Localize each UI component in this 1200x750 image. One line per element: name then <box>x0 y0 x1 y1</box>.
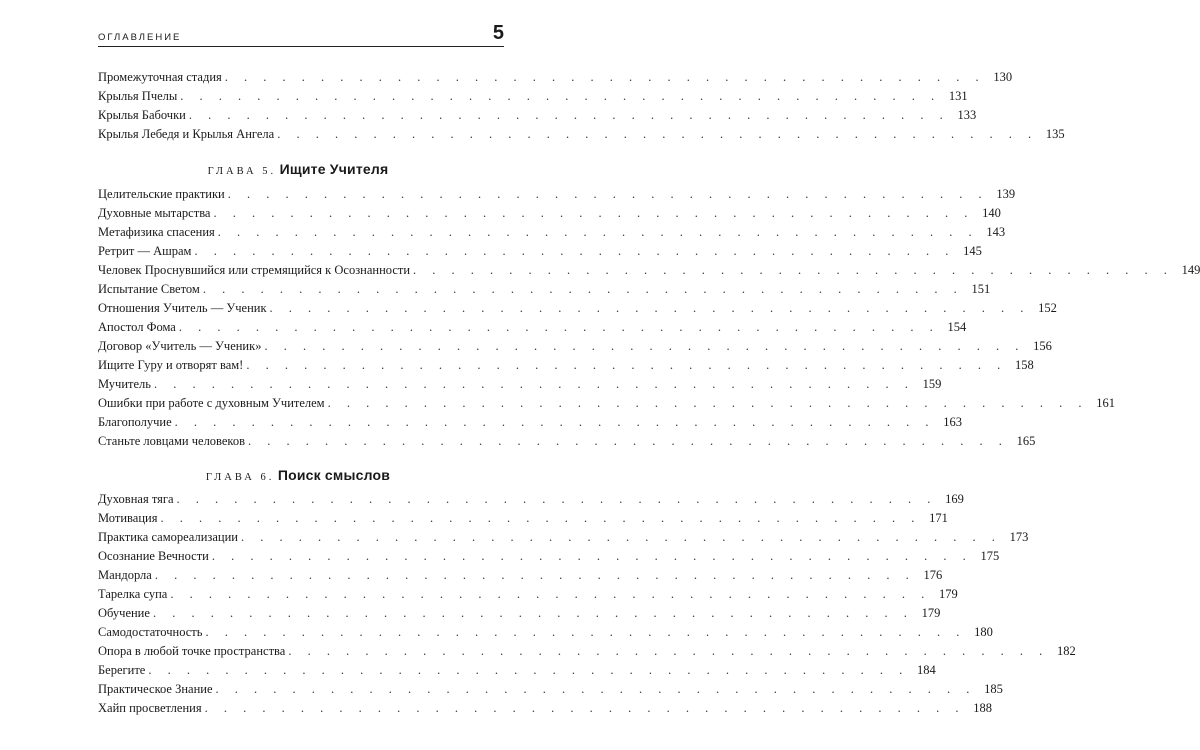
toc-block-chapter-5 <box>98 185 1200 451</box>
chapter-label: ГЛАВА 6. <box>205 472 275 483</box>
toc-entry[interactable]: Крылья Пчелы . . . . . . . . . . . . . . . . . . . . . . . . . . . . . . . . . . . . . . . . 131 <box>98 89 968 103</box>
toc-block-continued <box>98 68 1065 144</box>
toc-entry[interactable]: Ретрит — Ашрам . . . . . . . . . . . . . . . . . . . . . . . . . . . . . . . . . . . . . . . . 145 <box>98 244 982 258</box>
toc-entry[interactable]: Ищите Гуру и отворят вам! . . . . . . . . . . . . . . . . . . . . . . . . . . . . . . . . . . . . . . . . 158 <box>98 358 1034 372</box>
toc-entry[interactable]: Мандорла . . . . . . . . . . . . . . . . . . . . . . . . . . . . . . . . . . . . . . . . 176 <box>98 568 943 582</box>
chapter-title: Поиск смыслов <box>277 467 391 483</box>
toc-entry[interactable]: Практика самореализации . . . . . . . . . . . . . . . . . . . . . . . . . . . . . . . . . . . . . . . . 173 <box>98 530 1029 544</box>
toc-entry[interactable]: Благополучие . . . . . . . . . . . . . . . . . . . . . . . . . . . . . . . . . . . . . . . . 163 <box>98 415 963 429</box>
toc-entry[interactable]: Апостол Фома . . . . . . . . . . . . . . . . . . . . . . . . . . . . . . . . . . . . . . . . 154 <box>98 320 967 334</box>
chapter-label: ГЛАВА 5. <box>207 166 277 177</box>
toc-entry[interactable]: Мотивация . . . . . . . . . . . . . . . . . . . . . . . . . . . . . . . . . . . . . . . . 171 <box>98 511 948 525</box>
toc-entry[interactable]: Целительские практики . . . . . . . . . . . . . . . . . . . . . . . . . . . . . . . . . . . . . . . . 139 <box>98 187 1016 201</box>
toc-entry[interactable]: Человек Проснувшийся или стремящийся к Осознанности . . . . . . . . . . . . . . . . . . . . . . . . . . . . . . . . . . . . . . . . 149 <box>98 263 1200 277</box>
toc-entry[interactable]: Метафизика спасения . . . . . . . . . . . . . . . . . . . . . . . . . . . . . . . . . . . . . . . . 143 <box>98 225 1006 239</box>
chapter-heading-5 <box>98 161 498 179</box>
toc-entry[interactable]: Мучитель . . . . . . . . . . . . . . . . . . . . . . . . . . . . . . . . . . . . . . . . 159 <box>98 377 942 391</box>
toc-entry[interactable]: Промежуточная стадия . . . . . . . . . . . . . . . . . . . . . . . . . . . . . . . . . . . . . . . . 130 <box>98 70 1013 84</box>
toc-entry[interactable]: Испытание Светом . . . . . . . . . . . . . . . . . . . . . . . . . . . . . . . . . . . . . . . . 151 <box>98 282 991 296</box>
page-number: 5 <box>492 22 504 44</box>
toc-entry[interactable]: Осознание Вечности . . . . . . . . . . . . . . . . . . . . . . . . . . . . . . . . . . . . . . . . 175 <box>98 549 1000 563</box>
toc-block-chapter-6 <box>98 490 1076 718</box>
header-rule <box>98 46 504 47</box>
page-header <box>98 22 504 54</box>
chapter-title: Ищите Учителя <box>279 161 389 177</box>
chapter-heading-6 <box>98 467 498 485</box>
toc-entry[interactable]: Обучение . . . . . . . . . . . . . . . . . . . . . . . . . . . . . . . . . . . . . . . . 179 <box>98 606 941 620</box>
toc-entry[interactable]: Духовные мытарства . . . . . . . . . . . . . . . . . . . . . . . . . . . . . . . . . . . . . . . . 140 <box>98 206 1001 220</box>
toc-entry[interactable]: Ошибки при работе с духовным Учителем . . . . . . . . . . . . . . . . . . . . . . . . . . . . . . . . . . . . . . . . 161 <box>98 396 1115 410</box>
toc-entry[interactable]: Отношения Учитель — Ученик . . . . . . . . . . . . . . . . . . . . . . . . . . . . . . . . . . . . . . . . 152 <box>98 301 1057 315</box>
toc-entry[interactable]: Договор «Учитель — Ученик» . . . . . . . . . . . . . . . . . . . . . . . . . . . . . . . . . . . . . . . . 156 <box>98 339 1052 353</box>
toc-entry[interactable]: Берегите . . . . . . . . . . . . . . . . . . . . . . . . . . . . . . . . . . . . . . . . 184 <box>98 663 936 677</box>
toc-entry[interactable]: Крылья Лебедя и Крылья Ангела . . . . . . . . . . . . . . . . . . . . . . . . . . . . . . . . . . . . . . . . 135 <box>98 127 1065 141</box>
toc-entry[interactable]: Станьте ловцами человеков . . . . . . . . . . . . . . . . . . . . . . . . . . . . . . . . . . . . . . . . 165 <box>98 434 1036 448</box>
toc-entry[interactable]: Тарелка супа . . . . . . . . . . . . . . . . . . . . . . . . . . . . . . . . . . . . . . . . 179 <box>98 587 958 601</box>
toc-entry[interactable]: Самодостаточность . . . . . . . . . . . . . . . . . . . . . . . . . . . . . . . . . . . . . . . . 180 <box>98 625 993 639</box>
toc-entry[interactable]: Хайп просветления . . . . . . . . . . . . . . . . . . . . . . . . . . . . . . . . . . . . . . . . 188 <box>98 701 992 715</box>
toc-entry[interactable]: Духовная тяга . . . . . . . . . . . . . . . . . . . . . . . . . . . . . . . . . . . . . . . . 169 <box>98 492 964 506</box>
toc-entry[interactable]: Крылья Бабочки . . . . . . . . . . . . . . . . . . . . . . . . . . . . . . . . . . . . . . . . 133 <box>98 108 977 122</box>
running-title: ОГЛАВЛЕНИЕ <box>98 32 182 43</box>
toc-entry[interactable]: Практическое Знание . . . . . . . . . . . . . . . . . . . . . . . . . . . . . . . . . . . . . . . . 185 <box>98 682 1003 696</box>
toc-entry[interactable]: Опора в любой точке пространства . . . . . . . . . . . . . . . . . . . . . . . . . . . . . . . . . . . . . . . . 182 <box>98 644 1076 658</box>
